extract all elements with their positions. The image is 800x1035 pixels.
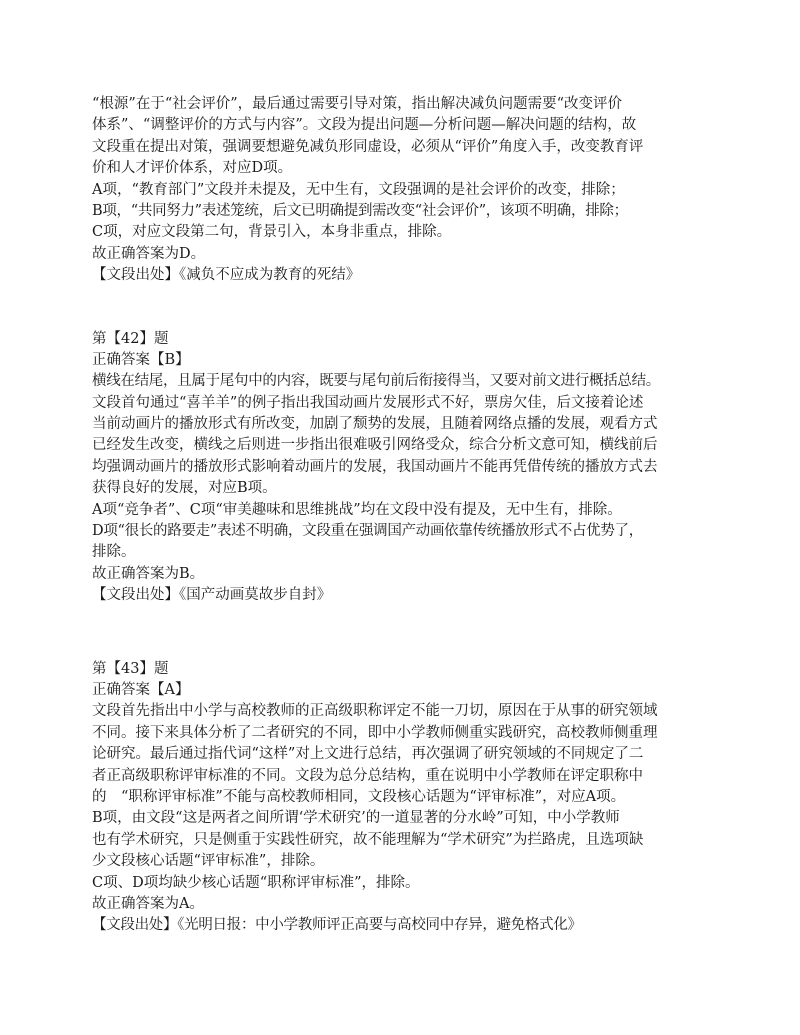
text-line: 少文段核心话题“评审标准”，排除。 (92, 853, 325, 870)
correct-answer: 正确答案【B】 (92, 351, 190, 368)
answer-conclusion: 故正确答案为B。 (92, 565, 205, 582)
text-line: 当前动画片的播放形式有所改变，加剧了颓势的发展，且随着网络点播的发展，观看方式 (92, 416, 658, 433)
text-line: 文段重在提出对策，强调要想避免减负形同虚设，必须从“评价”角度入手，改变教育评 (92, 138, 644, 155)
answer-conclusion: 故正确答案为A。 (92, 895, 204, 912)
text-line: 论研究。最后通过指代词“这样”对上文进行总结，再次强调了研究领域的不同规定了二 (92, 746, 644, 763)
question-title: 第【43】题 (92, 660, 169, 677)
text-line: A项“竞争者”、C项“审美趣味和思维挑战”均在文段中没有提及，无中生有，排除。 (92, 501, 622, 518)
text-line: 横线在结尾，且属于尾句中的内容，既要与尾句前后衔接得当，又要对前文进行概括总结。 (92, 373, 660, 390)
correct-answer: 正确答案【A】 (92, 681, 190, 698)
text-line: 的 “职称评审标准”不能与高校教师相同，文段核心话题为“评审标准”，对应A项。 (92, 788, 626, 805)
text-line: 已经发生改变，横线之后则进一步指出很难吸引网络受众，综合分析文意可知，横线前后 (92, 437, 658, 454)
text-line: C项、D项均缺少核心话题“职称评审标准”，排除。 (92, 874, 420, 891)
section-spacer (92, 287, 722, 329)
text-line: 排除。 (92, 544, 136, 561)
text-line: 获得良好的发展，对应B项。 (92, 480, 277, 497)
text-line: “根源”在于“社会评价”，最后通过需要引导对策，指出解决减负问题需要“改变评价 (92, 96, 623, 112)
intro-section (92, 94, 722, 287)
source-citation: 【文段出处】《国产动画莫故步自封》 (92, 587, 332, 604)
text-line: 者正高级职称评审标准的不同。文段为总分总结构，重在说明中小学教师在评定职称中 (92, 767, 643, 784)
text-line: A项，“教育部门”文段并未提及，无中生有，文段强调的是社会评价的改变，排除； (92, 181, 625, 198)
text-line: D项“很长的路要走”表述不明确，文段重在强调国产动画依靠传统播放形式不占优势了， (92, 523, 643, 540)
text-line: C项，对应文段第二句，背景引入，本身非重点，排除。 (92, 224, 452, 241)
text-line: 均强调动画片的播放形式影响着动画片的发展，我国动画片不能再凭借传统的播放方式去 (92, 458, 658, 475)
text-line: 文段首句通过“喜羊羊”的例子指出我国动画片发展形式不好，票房欠佳，后文接着论述 (92, 394, 644, 411)
document-page (92, 94, 722, 937)
question-43-section (92, 659, 722, 937)
section-spacer (92, 607, 722, 659)
text-line: 文段首先指出中小学与高校教师的正高级职称评定不能一刀切，原因在于从事的研究领域 (92, 703, 658, 720)
text-line: B项，由文段“这是两者之间所谓‘学术研究’的一道显著的分水岭”可知，中小学教师 (92, 810, 620, 827)
text-line: 体系”、“调整评价的方式与内容”。文段为提出问题—分析问题—解决问题的结构，故 (92, 117, 637, 134)
question-title: 第【42】题 (92, 330, 169, 347)
source-citation: 【文段出处】《减负不应成为教育的死结》 (92, 267, 361, 284)
answer-conclusion: 故正确答案为D。 (92, 245, 206, 262)
text-line: 不同。接下来具体分析了二者研究的不同，即中小学教师侧重实践研究，高校教师侧重理 (92, 724, 658, 741)
source-citation: 【文段出处】《光明日报：中小学教师评正高要与高校同中存异，避免格式化》 (92, 917, 582, 934)
question-42-section (92, 329, 722, 607)
text-line: B项，“共同努力”表述笼统，后文已明确提到需改变“社会评价”，该项不明确，排除； (92, 202, 628, 219)
text-line: 也有学术研究，只是侧重于实践性研究，故不能理解为“学术研究”为拦路虎，且选项缺 (92, 831, 644, 848)
text-line: 价和人才评价体系，对应D项。 (92, 160, 293, 177)
